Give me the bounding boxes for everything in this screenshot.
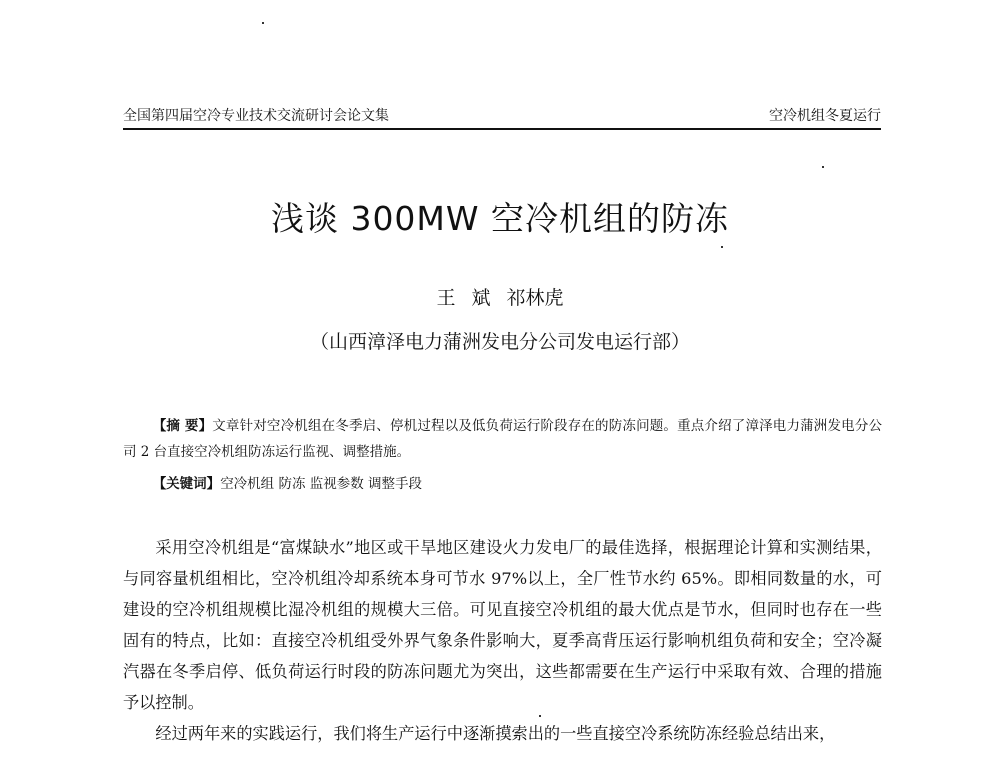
abstract [123,413,882,465]
body-text [123,532,882,749]
header-section-title: 空冷机组冬夏运行 [769,108,881,124]
authors: 王 斌 祁林虎 [436,287,564,309]
body-paragraph: 采用空冷机组是“富煤缺水”地区或干旱地区建设火力发电厂的最佳选择，根据理论计算和实测结果，与同容量机组相比，空冷机组冷却系统本身可节水 97%以上，全厂性节水约 65%。即相同数量的水，可建设的空冷机组规模比湿冷机组的规模大三倍。可见直接空冷机组的最大优点是节水，但同时也存在一些固有的特点，比如：直接空冷机组受外界气象条件影响大，夏季高背压运行影响机组负荷和安全；空冷凝汽器在冬季启停、低负荷运行时段的防冻问题尤为突出，这些都需要在生产运行中采取有效、合理的措施予以控制。 [123,538,882,712]
body-paragraph: 经过两年来的实践运行，我们将生产运行中逐渐摸索出的一些直接空冷系统防冻经验总结出来， [155,724,836,743]
keywords-label: 【关键词】 [152,476,221,492]
scan-speck [539,715,541,717]
scan-speck [822,166,824,168]
keywords [123,472,882,492]
abstract-label: 【摘 要】 [152,418,213,434]
paper-title: 浅谈 300MW 空冷机组的防冻 [270,199,730,238]
affiliation: （山西漳泽电力蒲洲发电分公司发电运行部） [309,331,690,353]
header-proceedings-title: 全国第四届空冷专业技术交流研讨会论文集 [123,108,389,124]
scan-speck [262,22,264,24]
running-header [123,104,881,130]
keywords-text: 空冷机组 防冻 监视参数 调整手段 [220,476,423,492]
scan-speck [721,246,723,248]
abstract-text: 文章针对空冷机组在冬季启、停机过程以及低负荷运行阶段存在的防冻问题。重点介绍了漳泽电力蒲洲发电分公司 2 台直接空冷机组防冻运行监视、调整措施。 [123,418,882,460]
